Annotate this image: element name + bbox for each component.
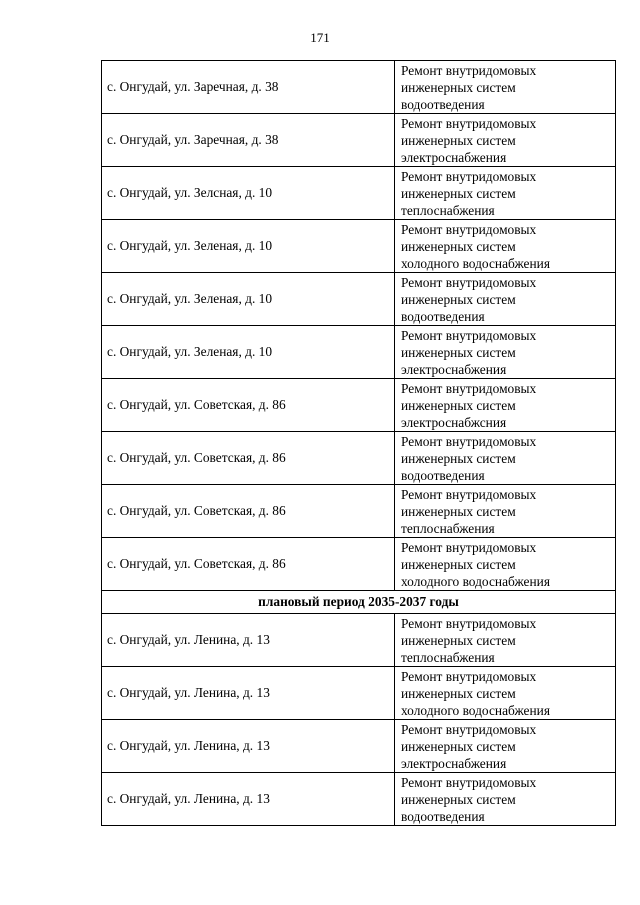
table-row	[102, 485, 616, 538]
address-cell: с. Онгудай, ул. Зелсная, д. 10	[102, 167, 395, 220]
section-heading-row	[102, 591, 616, 614]
work-type-cell: Ремонт внутридомовых инженерных систем теплоснабжения	[395, 485, 616, 538]
table-row	[102, 326, 616, 379]
work-type-cell: Ремонт внутридомовых инженерных систем водоотведения	[395, 432, 616, 485]
address-cell: с. Онгудай, ул. Советская, д. 86	[102, 485, 395, 538]
section-heading: плановый период 2035-2037 годы	[102, 591, 616, 614]
table-row	[102, 114, 616, 167]
page-number: 171	[310, 30, 330, 45]
work-schedule-table	[101, 60, 616, 826]
address-cell: с. Онгудай, ул. Советская, д. 86	[102, 538, 395, 591]
address-cell: с. Онгудай, ул. Заречная, д. 38	[102, 114, 395, 167]
table-row	[102, 61, 616, 114]
work-type-cell: Ремонт внутридомовых инженерных систем холодного водоснабжения	[395, 667, 616, 720]
work-type-cell: Ремонт внутридомовых инженерных систем холодного водоснабжения	[395, 538, 616, 591]
table-row	[102, 614, 616, 667]
work-type-cell: Ремонт внутридомовых инженерных систем водоотведения	[395, 61, 616, 114]
table-row	[102, 773, 616, 826]
table-row	[102, 379, 616, 432]
table-row	[102, 273, 616, 326]
work-type-cell: Ремонт внутридомовых инженерных систем электроснабжения	[395, 326, 616, 379]
work-type-cell: Ремонт внутридомовых инженерных систем теплоснабжения	[395, 614, 616, 667]
address-cell: с. Онгудай, ул. Заречная, д. 38	[102, 61, 395, 114]
address-cell: с. Онгудай, ул. Ленина, д. 13	[102, 614, 395, 667]
address-cell: с. Онгудай, ул. Ленина, д. 13	[102, 667, 395, 720]
address-cell: с. Онгудай, ул. Зеленая, д. 10	[102, 220, 395, 273]
address-cell: с. Онгудай, ул. Советская, д. 86	[102, 379, 395, 432]
work-type-cell: Ремонт внутридомовых инженерных систем холодного водоснабжения	[395, 220, 616, 273]
work-type-cell: Ремонт внутридомовых инженерных систем электроснабжения	[395, 720, 616, 773]
work-type-cell: Ремонт внутридомовых инженерных систем водоотведения	[395, 773, 616, 826]
table-row	[102, 538, 616, 591]
address-cell: с. Онгудай, ул. Ленина, д. 13	[102, 720, 395, 773]
work-type-cell: Ремонт внутридомовых инженерных систем электроснабжения	[395, 114, 616, 167]
address-cell: с. Онгудай, ул. Зеленая, д. 10	[102, 273, 395, 326]
work-type-cell: Ремонт внутридомовых инженерных систем теплоснабжения	[395, 167, 616, 220]
table-row	[102, 167, 616, 220]
work-type-cell: Ремонт внутридомовых инженерных систем водоотведения	[395, 273, 616, 326]
table-row	[102, 667, 616, 720]
work-type-cell: Ремонт внутридомовых инженерных систем электроснабжсния	[395, 379, 616, 432]
address-cell: с. Онгудай, ул. Зеленая, д. 10	[102, 326, 395, 379]
address-cell: с. Онгудай, ул. Ленина, д. 13	[102, 773, 395, 826]
address-cell: с. Онгудай, ул. Советская, д. 86	[102, 432, 395, 485]
table-row	[102, 720, 616, 773]
table-row	[102, 432, 616, 485]
table-row	[102, 220, 616, 273]
